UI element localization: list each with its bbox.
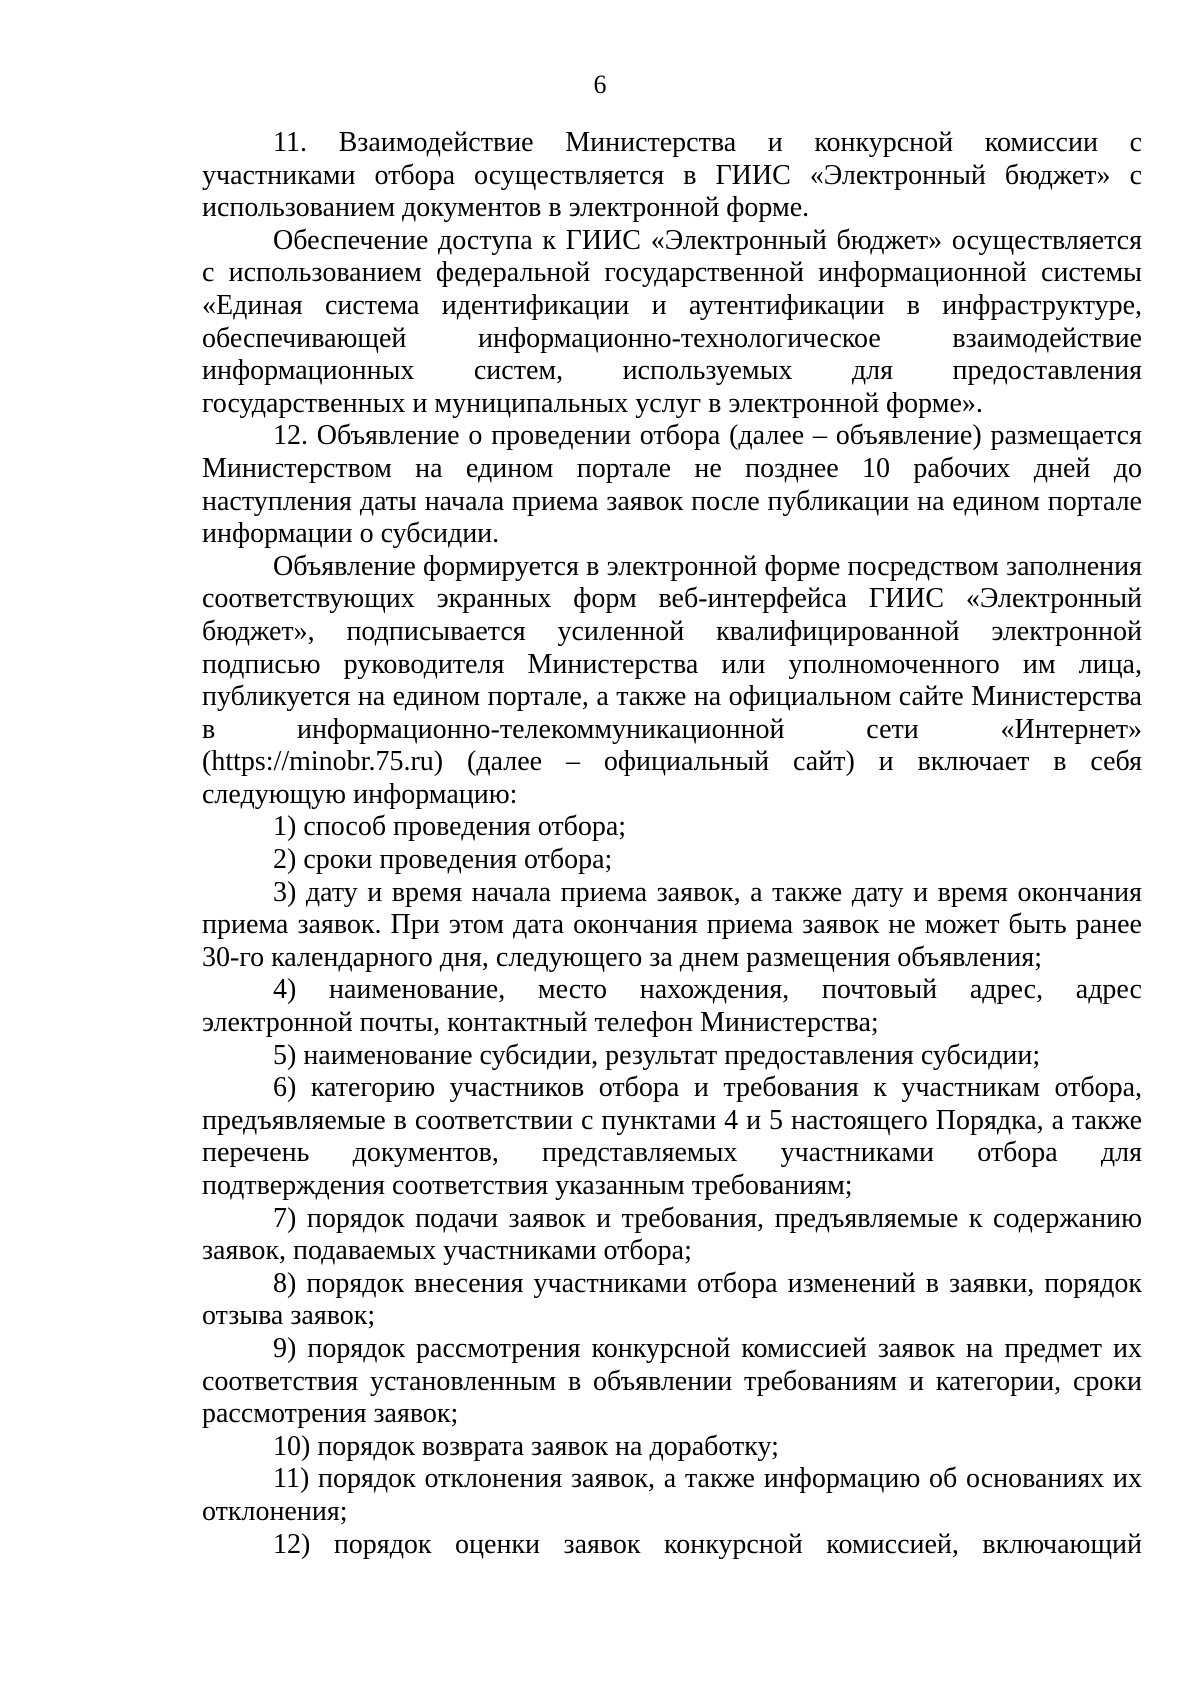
list-item-4: 4) наименование, место нахождения, почтовый адрес, адрес электронной почты, контактный телефон Министерства; xyxy=(202,974,1142,1039)
list-item-3: 3) дату и время начала приема заявок, а также дату и время окончания приема заявок. При этом дата окончания приема заявок не может быть ранее 30-го календарного дня, следующего за днем размещения объявления; xyxy=(202,876,1142,973)
list-item-6: 6) категорию участников отбора и требования к участникам отбора, предъявляемые в соответствии с пунктами 4 и 5 настоящего Порядка, а также перечень документов, представляемых участниками отбора для подтверждения соответствия указанным требованиям; xyxy=(202,1072,1142,1201)
document-body xyxy=(202,127,1142,1561)
list-item-10: 10) порядок возврата заявок на доработку; xyxy=(273,1430,779,1462)
list-item-7: 7) порядок подачи заявок и требования, предъявляемые к содержанию заявок, подаваемых участниками отбора; xyxy=(202,1202,1142,1267)
paragraph-12-announcement: 12. Объявление о проведении отбора (далее – объявление) размещается Министерством на едином портале не позднее 10 рабочих дней до наступления даты начала приема заявок после публикации на едином портале информации о субсидии. xyxy=(202,420,1142,550)
list-item-5: 5) наименование субсидии, результат предоставления субсидии; xyxy=(273,1039,1041,1071)
paragraph-access-provision: Обеспечение доступа к ГИИС «Электронный бюджет» осуществляется с использованием федеральной государственной информационной системы «Единая система идентификации и аутентификации в инфраструктуре, обеспечивающей информационно-технологическое взаимодействие информационных систем, используемых для предоставления государственных и муниципальных услуг в электронной форме». xyxy=(202,224,1142,419)
paragraph-announcement-content: Объявление формируется в электронной форме посредством заполнения соответствующих экранных форм веб-интерфейса ГИИС «Электронный бюджет», подписывается усиленной квалифицированной электронной подписью руководителя Министерства или уполномоченного им лица, публикуется на едином портале, а также на официальном сайте Министерства в информационно-телекоммуникационной сети «Интернет» (https://minobr.75.ru) (далее – официальный сайт) и включает в себя следующую информацию: xyxy=(202,550,1142,810)
list-item-12: 12) порядок оценки заявок конкурсной комиссией, включающий xyxy=(273,1528,1142,1560)
page-number: 6 xyxy=(593,70,607,99)
list-item-1: 1) способ проведения отбора; xyxy=(273,811,627,843)
list-item-11: 11) порядок отклонения заявок, а также информацию об основаниях их отклонения; xyxy=(202,1463,1142,1527)
list-item-2: 2) сроки проведения отбора; xyxy=(273,844,613,876)
list-item-8: 8) порядок внесения участниками отбора изменений в заявки, порядок отзыва заявок; xyxy=(202,1267,1142,1332)
paragraph-11-interaction: 11. Взаимодействие Министерства и конкурсной комиссии с участниками отбора осуществляется в ГИИС «Электронный бюджет» с использованием документов в электронной форме. xyxy=(202,127,1142,224)
list-item-9: 9) порядок рассмотрения конкурсной комиссией заявок на предмет их соответствия установленным в объявлении требованиям и категории, сроки рассмотрения заявок; xyxy=(202,1332,1142,1430)
